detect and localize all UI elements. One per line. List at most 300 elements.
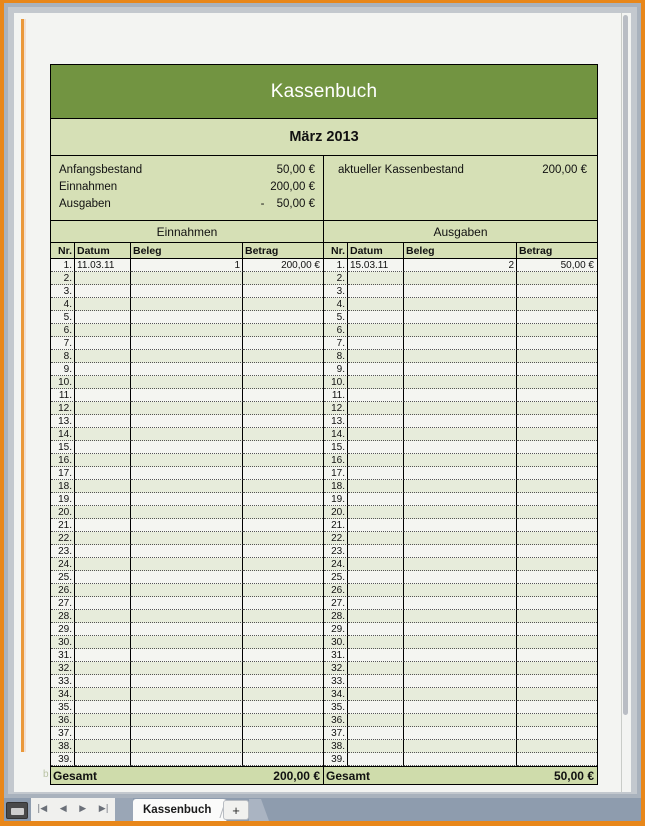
- cell-betrag[interactable]: [243, 636, 323, 649]
- cell-beleg[interactable]: [404, 337, 517, 350]
- cell-nr[interactable]: 34.: [324, 688, 348, 701]
- cell-betrag[interactable]: [243, 675, 323, 688]
- row-income[interactable]: [51, 337, 324, 350]
- cell-beleg[interactable]: [404, 532, 517, 545]
- row-income[interactable]: [51, 324, 324, 337]
- cell-nr[interactable]: 37.: [51, 727, 75, 740]
- cell-betrag[interactable]: [517, 441, 597, 454]
- row-expense[interactable]: [324, 428, 597, 441]
- cell-beleg[interactable]: [404, 363, 517, 376]
- cell-nr[interactable]: 16.: [324, 454, 348, 467]
- cell-datum[interactable]: [348, 311, 404, 324]
- row-expense[interactable]: [324, 389, 597, 402]
- cell-betrag[interactable]: [517, 662, 597, 675]
- row-expense[interactable]: [324, 441, 597, 454]
- cell-datum[interactable]: [348, 532, 404, 545]
- cell-datum[interactable]: [348, 623, 404, 636]
- cell-nr[interactable]: 13.: [51, 415, 75, 428]
- row-income[interactable]: [51, 389, 324, 402]
- cell-beleg[interactable]: [131, 597, 243, 610]
- cell-beleg[interactable]: [131, 623, 243, 636]
- cell-nr[interactable]: 19.: [51, 493, 75, 506]
- cell-betrag[interactable]: [517, 298, 597, 311]
- row-income[interactable]: [51, 662, 324, 675]
- table-row[interactable]: [51, 584, 597, 597]
- cell-beleg[interactable]: [131, 532, 243, 545]
- cell-beleg[interactable]: [404, 272, 517, 285]
- cell-nr[interactable]: 2.: [51, 272, 75, 285]
- cell-beleg[interactable]: 2: [404, 259, 517, 272]
- cell-nr[interactable]: 35.: [324, 701, 348, 714]
- cell-datum[interactable]: [348, 285, 404, 298]
- cell-datum[interactable]: [348, 727, 404, 740]
- next-sheet-icon[interactable]: ▶: [79, 804, 87, 814]
- cell-beleg[interactable]: [131, 272, 243, 285]
- cell-nr[interactable]: 36.: [51, 714, 75, 727]
- cell-beleg[interactable]: [404, 636, 517, 649]
- cell-betrag[interactable]: [517, 311, 597, 324]
- cell-datum[interactable]: [348, 571, 404, 584]
- table-row[interactable]: [51, 727, 597, 740]
- cell-nr[interactable]: 19.: [324, 493, 348, 506]
- cell-datum[interactable]: [348, 350, 404, 363]
- cell-datum[interactable]: 11.03.11: [75, 259, 131, 272]
- cell-betrag[interactable]: [243, 701, 323, 714]
- row-income[interactable]: [51, 519, 324, 532]
- cell-betrag[interactable]: [243, 467, 323, 480]
- cell-datum[interactable]: [348, 740, 404, 753]
- row-expense[interactable]: [324, 506, 597, 519]
- cell-beleg[interactable]: [404, 519, 517, 532]
- cell-nr[interactable]: 5.: [324, 311, 348, 324]
- cell-datum[interactable]: [75, 545, 131, 558]
- vertical-scrollbar-thumb[interactable]: [623, 15, 628, 715]
- cell-nr[interactable]: 22.: [51, 532, 75, 545]
- cell-beleg[interactable]: [131, 701, 243, 714]
- cell-nr[interactable]: 18.: [324, 480, 348, 493]
- cell-datum[interactable]: [75, 714, 131, 727]
- cell-nr[interactable]: 39.: [51, 753, 75, 766]
- cell-nr[interactable]: 33.: [51, 675, 75, 688]
- cell-datum[interactable]: [75, 649, 131, 662]
- row-expense[interactable]: [324, 558, 597, 571]
- table-row[interactable]: [51, 402, 597, 415]
- row-income[interactable]: [51, 623, 324, 636]
- cell-datum[interactable]: [75, 532, 131, 545]
- cell-beleg[interactable]: [404, 675, 517, 688]
- cell-beleg[interactable]: [131, 636, 243, 649]
- cell-datum[interactable]: [348, 545, 404, 558]
- cell-nr[interactable]: 38.: [51, 740, 75, 753]
- cell-beleg[interactable]: [131, 480, 243, 493]
- cell-betrag[interactable]: [517, 272, 597, 285]
- cell-nr[interactable]: 4.: [324, 298, 348, 311]
- cell-nr[interactable]: 25.: [324, 571, 348, 584]
- cell-beleg[interactable]: [404, 402, 517, 415]
- cell-betrag[interactable]: [517, 480, 597, 493]
- cell-nr[interactable]: 10.: [51, 376, 75, 389]
- table-row[interactable]: [51, 454, 597, 467]
- cell-beleg[interactable]: [404, 376, 517, 389]
- table-row[interactable]: [51, 701, 597, 714]
- cell-nr[interactable]: 37.: [324, 727, 348, 740]
- cell-betrag[interactable]: [243, 493, 323, 506]
- table-row[interactable]: [51, 285, 597, 298]
- cell-betrag[interactable]: [517, 623, 597, 636]
- row-expense[interactable]: [324, 649, 597, 662]
- cell-nr[interactable]: 33.: [324, 675, 348, 688]
- cell-datum[interactable]: [348, 428, 404, 441]
- cell-betrag[interactable]: [243, 376, 323, 389]
- cell-nr[interactable]: 15.: [51, 441, 75, 454]
- row-expense[interactable]: [324, 584, 597, 597]
- table-row[interactable]: [51, 493, 597, 506]
- row-expense[interactable]: [324, 493, 597, 506]
- view-toggle-icon[interactable]: [6, 802, 28, 819]
- cell-betrag[interactable]: [517, 337, 597, 350]
- cell-beleg[interactable]: [404, 584, 517, 597]
- row-income[interactable]: [51, 636, 324, 649]
- cell-nr[interactable]: 21.: [51, 519, 75, 532]
- table-row[interactable]: [51, 532, 597, 545]
- cell-datum[interactable]: [75, 376, 131, 389]
- cell-beleg[interactable]: [404, 298, 517, 311]
- cell-datum[interactable]: [348, 649, 404, 662]
- cell-beleg[interactable]: [131, 714, 243, 727]
- cell-betrag[interactable]: [243, 584, 323, 597]
- cell-datum[interactable]: [348, 701, 404, 714]
- cell-datum[interactable]: [75, 597, 131, 610]
- cell-nr[interactable]: 27.: [51, 597, 75, 610]
- row-expense[interactable]: [324, 376, 597, 389]
- row-expense[interactable]: [324, 402, 597, 415]
- row-income[interactable]: [51, 259, 324, 272]
- cell-nr[interactable]: 12.: [324, 402, 348, 415]
- row-expense[interactable]: [324, 415, 597, 428]
- cell-betrag[interactable]: [517, 402, 597, 415]
- cell-betrag[interactable]: [517, 376, 597, 389]
- cell-betrag[interactable]: [243, 285, 323, 298]
- cell-nr[interactable]: 17.: [324, 467, 348, 480]
- table-row[interactable]: [51, 558, 597, 571]
- cell-nr[interactable]: 21.: [324, 519, 348, 532]
- cell-betrag[interactable]: [517, 532, 597, 545]
- cell-beleg[interactable]: [404, 428, 517, 441]
- cell-beleg[interactable]: [404, 753, 517, 766]
- cell-datum[interactable]: [348, 389, 404, 402]
- cell-betrag[interactable]: [243, 662, 323, 675]
- row-income[interactable]: [51, 714, 324, 727]
- cell-datum[interactable]: [75, 428, 131, 441]
- cell-datum[interactable]: [348, 480, 404, 493]
- cell-betrag[interactable]: [517, 649, 597, 662]
- row-income[interactable]: [51, 727, 324, 740]
- cell-betrag[interactable]: [243, 532, 323, 545]
- cell-datum[interactable]: 15.03.11: [348, 259, 404, 272]
- cell-datum[interactable]: [348, 636, 404, 649]
- cell-datum[interactable]: [75, 727, 131, 740]
- cell-betrag[interactable]: [517, 610, 597, 623]
- table-row[interactable]: [51, 480, 597, 493]
- cell-betrag[interactable]: [243, 558, 323, 571]
- cell-nr[interactable]: 22.: [324, 532, 348, 545]
- cell-betrag[interactable]: [243, 688, 323, 701]
- cell-datum[interactable]: [348, 558, 404, 571]
- cell-betrag[interactable]: [517, 714, 597, 727]
- cell-beleg[interactable]: [404, 714, 517, 727]
- row-income[interactable]: [51, 376, 324, 389]
- cell-datum[interactable]: [75, 415, 131, 428]
- cell-datum[interactable]: [75, 623, 131, 636]
- cell-nr[interactable]: 8.: [324, 350, 348, 363]
- cell-datum[interactable]: [75, 337, 131, 350]
- cell-datum[interactable]: [75, 363, 131, 376]
- cell-nr[interactable]: 26.: [51, 584, 75, 597]
- cell-betrag[interactable]: [517, 467, 597, 480]
- cell-betrag[interactable]: [517, 545, 597, 558]
- cell-datum[interactable]: [348, 610, 404, 623]
- cell-betrag[interactable]: [517, 558, 597, 571]
- cell-nr[interactable]: 9.: [51, 363, 75, 376]
- cell-betrag[interactable]: [517, 584, 597, 597]
- cell-nr[interactable]: 31.: [51, 649, 75, 662]
- table-row[interactable]: [51, 610, 597, 623]
- cell-nr[interactable]: 29.: [324, 623, 348, 636]
- cell-datum[interactable]: [348, 324, 404, 337]
- cell-datum[interactable]: [348, 441, 404, 454]
- cell-betrag[interactable]: [517, 753, 597, 766]
- cell-beleg[interactable]: [131, 688, 243, 701]
- table-row[interactable]: [51, 428, 597, 441]
- cell-nr[interactable]: 12.: [51, 402, 75, 415]
- cell-nr[interactable]: 2.: [324, 272, 348, 285]
- row-expense[interactable]: [324, 688, 597, 701]
- cell-nr[interactable]: 28.: [51, 610, 75, 623]
- cell-datum[interactable]: [75, 272, 131, 285]
- cell-nr[interactable]: 10.: [324, 376, 348, 389]
- row-income[interactable]: [51, 610, 324, 623]
- cell-betrag[interactable]: [517, 740, 597, 753]
- cell-datum[interactable]: [348, 506, 404, 519]
- cell-datum[interactable]: [75, 493, 131, 506]
- row-expense[interactable]: [324, 740, 597, 753]
- cell-datum[interactable]: [75, 558, 131, 571]
- table-row[interactable]: [51, 350, 597, 363]
- cell-nr[interactable]: 3.: [51, 285, 75, 298]
- cell-betrag[interactable]: [517, 415, 597, 428]
- cell-betrag[interactable]: [243, 454, 323, 467]
- cell-betrag[interactable]: [243, 519, 323, 532]
- table-row[interactable]: [51, 441, 597, 454]
- cell-nr[interactable]: 17.: [51, 467, 75, 480]
- row-expense[interactable]: [324, 337, 597, 350]
- cell-beleg[interactable]: [131, 311, 243, 324]
- row-expense[interactable]: [324, 701, 597, 714]
- cell-datum[interactable]: [75, 285, 131, 298]
- row-expense[interactable]: [324, 623, 597, 636]
- cell-betrag[interactable]: [243, 428, 323, 441]
- cell-beleg[interactable]: [404, 545, 517, 558]
- cell-beleg[interactable]: [131, 415, 243, 428]
- cell-nr[interactable]: 35.: [51, 701, 75, 714]
- table-row[interactable]: [51, 467, 597, 480]
- row-income[interactable]: [51, 558, 324, 571]
- row-expense[interactable]: [324, 519, 597, 532]
- cell-beleg[interactable]: [404, 688, 517, 701]
- cell-nr[interactable]: 4.: [51, 298, 75, 311]
- row-income[interactable]: [51, 753, 324, 766]
- table-row[interactable]: [51, 376, 597, 389]
- table-row[interactable]: [51, 545, 597, 558]
- cell-nr[interactable]: 14.: [324, 428, 348, 441]
- cell-beleg[interactable]: [131, 350, 243, 363]
- cell-nr[interactable]: 1.: [51, 259, 75, 272]
- row-income[interactable]: [51, 428, 324, 441]
- cell-datum[interactable]: [348, 597, 404, 610]
- cell-beleg[interactable]: [131, 441, 243, 454]
- cell-betrag[interactable]: [517, 597, 597, 610]
- cell-beleg[interactable]: [404, 389, 517, 402]
- cell-nr[interactable]: 28.: [324, 610, 348, 623]
- cell-datum[interactable]: [348, 467, 404, 480]
- row-income[interactable]: [51, 571, 324, 584]
- cell-nr[interactable]: 3.: [324, 285, 348, 298]
- cell-betrag[interactable]: [517, 727, 597, 740]
- cell-betrag[interactable]: [517, 428, 597, 441]
- cell-datum[interactable]: [75, 701, 131, 714]
- sheet-navigation-buttons[interactable]: [31, 798, 116, 821]
- cell-beleg[interactable]: [404, 324, 517, 337]
- cell-datum[interactable]: [75, 467, 131, 480]
- table-row[interactable]: [51, 298, 597, 311]
- cell-betrag[interactable]: [243, 623, 323, 636]
- cell-nr[interactable]: 24.: [324, 558, 348, 571]
- cell-datum[interactable]: [75, 584, 131, 597]
- cell-datum[interactable]: [75, 688, 131, 701]
- cell-nr[interactable]: 32.: [51, 662, 75, 675]
- first-sheet-icon[interactable]: |◀: [37, 804, 48, 814]
- cell-beleg[interactable]: [131, 298, 243, 311]
- cell-nr[interactable]: 36.: [324, 714, 348, 727]
- cell-beleg[interactable]: [131, 285, 243, 298]
- cell-nr[interactable]: 23.: [324, 545, 348, 558]
- row-expense[interactable]: [324, 311, 597, 324]
- cell-datum[interactable]: [75, 402, 131, 415]
- cell-betrag[interactable]: [243, 402, 323, 415]
- row-income[interactable]: [51, 402, 324, 415]
- cell-nr[interactable]: 13.: [324, 415, 348, 428]
- table-row[interactable]: [51, 662, 597, 675]
- table-row[interactable]: [51, 324, 597, 337]
- cell-beleg[interactable]: [404, 454, 517, 467]
- table-row[interactable]: [51, 363, 597, 376]
- cell-datum[interactable]: [75, 662, 131, 675]
- row-income[interactable]: [51, 675, 324, 688]
- cell-betrag[interactable]: [243, 415, 323, 428]
- cell-beleg[interactable]: [404, 558, 517, 571]
- cell-betrag[interactable]: [517, 389, 597, 402]
- cell-beleg[interactable]: [131, 675, 243, 688]
- cell-beleg[interactable]: [131, 402, 243, 415]
- cell-beleg[interactable]: [131, 519, 243, 532]
- table-row[interactable]: [51, 740, 597, 753]
- cell-datum[interactable]: [348, 363, 404, 376]
- document-canvas[interactable]: [14, 13, 631, 792]
- cell-betrag[interactable]: [243, 272, 323, 285]
- cell-datum[interactable]: [348, 519, 404, 532]
- cell-beleg[interactable]: [131, 376, 243, 389]
- cell-datum[interactable]: [75, 571, 131, 584]
- cell-nr[interactable]: 20.: [324, 506, 348, 519]
- cell-nr[interactable]: 16.: [51, 454, 75, 467]
- cell-beleg[interactable]: [404, 506, 517, 519]
- row-expense[interactable]: [324, 480, 597, 493]
- cell-beleg[interactable]: [131, 363, 243, 376]
- row-income[interactable]: [51, 441, 324, 454]
- vertical-scrollbar[interactable]: [621, 13, 629, 792]
- row-income[interactable]: [51, 506, 324, 519]
- row-income[interactable]: [51, 272, 324, 285]
- cell-datum[interactable]: [348, 402, 404, 415]
- cell-datum[interactable]: [75, 350, 131, 363]
- cell-nr[interactable]: 23.: [51, 545, 75, 558]
- cell-betrag[interactable]: [517, 493, 597, 506]
- row-income[interactable]: [51, 363, 324, 376]
- row-expense[interactable]: [324, 610, 597, 623]
- row-income[interactable]: [51, 415, 324, 428]
- row-expense[interactable]: [324, 597, 597, 610]
- cell-beleg[interactable]: [404, 610, 517, 623]
- cell-beleg[interactable]: [404, 571, 517, 584]
- cell-beleg[interactable]: [404, 701, 517, 714]
- cell-beleg[interactable]: [404, 662, 517, 675]
- cell-nr[interactable]: 30.: [51, 636, 75, 649]
- cell-beleg[interactable]: [131, 740, 243, 753]
- cell-betrag[interactable]: 200,00 €: [243, 259, 323, 272]
- row-expense[interactable]: [324, 259, 597, 272]
- table-row[interactable]: [51, 636, 597, 649]
- cell-datum[interactable]: [75, 636, 131, 649]
- cell-datum[interactable]: [348, 298, 404, 311]
- cell-nr[interactable]: 7.: [51, 337, 75, 350]
- cell-beleg[interactable]: [404, 350, 517, 363]
- cell-nr[interactable]: 26.: [324, 584, 348, 597]
- cell-datum[interactable]: [75, 480, 131, 493]
- cell-datum[interactable]: [348, 753, 404, 766]
- cell-datum[interactable]: [348, 688, 404, 701]
- cell-betrag[interactable]: [243, 337, 323, 350]
- cell-beleg[interactable]: [131, 727, 243, 740]
- cell-beleg[interactable]: [404, 467, 517, 480]
- cell-datum[interactable]: [348, 376, 404, 389]
- cell-beleg[interactable]: [131, 545, 243, 558]
- row-expense[interactable]: [324, 467, 597, 480]
- row-income[interactable]: [51, 454, 324, 467]
- cell-betrag[interactable]: [517, 350, 597, 363]
- cell-betrag[interactable]: [243, 506, 323, 519]
- cell-betrag[interactable]: [517, 701, 597, 714]
- cell-datum[interactable]: [75, 506, 131, 519]
- row-income[interactable]: [51, 285, 324, 298]
- cell-beleg[interactable]: [131, 610, 243, 623]
- row-income[interactable]: [51, 740, 324, 753]
- table-row[interactable]: [51, 506, 597, 519]
- cell-datum[interactable]: [348, 272, 404, 285]
- cell-datum[interactable]: [75, 311, 131, 324]
- row-expense[interactable]: [324, 454, 597, 467]
- cell-betrag[interactable]: 50,00 €: [517, 259, 597, 272]
- cell-beleg[interactable]: [404, 415, 517, 428]
